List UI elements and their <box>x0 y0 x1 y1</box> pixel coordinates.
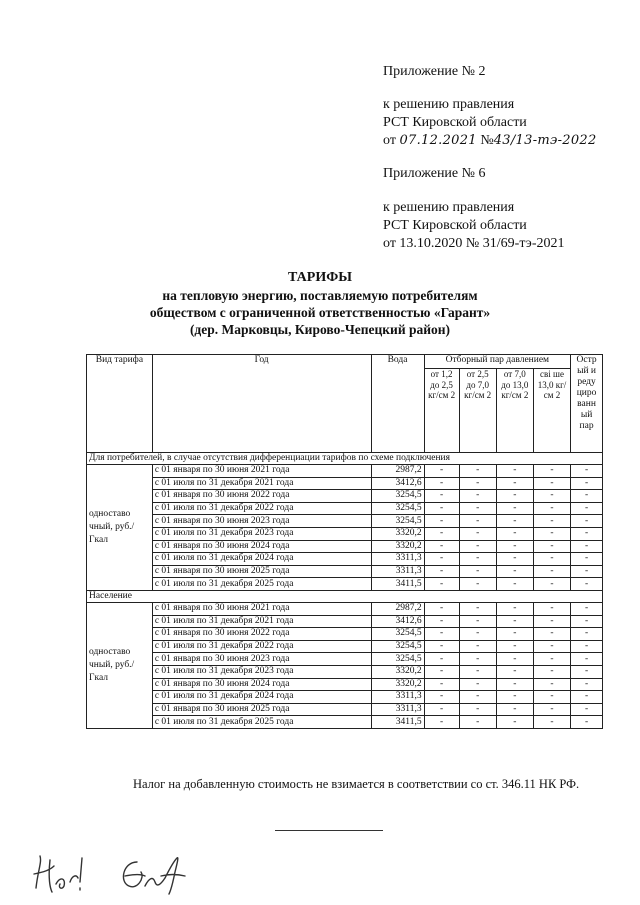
empty-tariff-cell: - <box>459 565 496 578</box>
empty-tariff-cell: - <box>496 515 533 528</box>
water-tariff-cell: 3320,2 <box>371 527 424 540</box>
table-row <box>87 653 603 666</box>
empty-tariff-cell: - <box>533 653 570 666</box>
document-title: ТАРИФЫ <box>288 270 352 285</box>
empty-tariff-cell: - <box>459 502 496 515</box>
empty-tariff-cell: - <box>571 578 603 591</box>
empty-tariff-cell: - <box>424 615 459 628</box>
empty-tariff-cell: - <box>424 465 459 478</box>
water-tariff-cell: 3411,5 <box>371 578 424 591</box>
title-line-3: (дер. Марковцы, Кирово-Чепецкий район) <box>189 322 451 337</box>
empty-tariff-cell: - <box>424 490 459 503</box>
handwritten-number: 43/13-тэ-2022 <box>493 133 597 148</box>
water-tariff-cell: 3320,2 <box>371 665 424 678</box>
water-tariff-cell: 3311,3 <box>371 553 424 566</box>
table-row <box>87 553 603 566</box>
empty-tariff-cell: - <box>424 653 459 666</box>
empty-tariff-cell: - <box>424 502 459 515</box>
table-row <box>87 703 603 716</box>
water-tariff-cell: 3254,5 <box>371 653 424 666</box>
org-label-2: РСТ Кировской области <box>383 218 527 233</box>
water-tariff-cell: 2987,2 <box>371 602 424 615</box>
empty-tariff-cell: - <box>424 602 459 615</box>
empty-tariff-cell: - <box>424 703 459 716</box>
period-cell: с 01 января по 30 июня 2024 года <box>152 540 371 553</box>
section-title: Население <box>87 590 603 602</box>
empty-tariff-cell: - <box>459 553 496 566</box>
empty-tariff-cell: - <box>496 578 533 591</box>
empty-tariff-cell: - <box>533 615 570 628</box>
period-cell: с 01 января по 30 июня 2023 года <box>152 653 371 666</box>
empty-tariff-cell: - <box>571 477 603 490</box>
period-cell: с 01 января по 30 июня 2022 года <box>152 490 371 503</box>
empty-tariff-cell: - <box>571 490 603 503</box>
empty-tariff-cell: - <box>424 477 459 490</box>
period-cell: с 01 июля по 31 декабря 2024 года <box>152 691 371 704</box>
decision-date-line <box>383 133 597 149</box>
title-line-2: обществом с ограниченной ответственностью «Гарант» <box>149 305 491 320</box>
period-cell: с 01 июля по 31 декабря 2023 года <box>152 665 371 678</box>
vat-note: Налог на добавленную стоимость не взимается в соответствии со ст. 346.11 НК РФ. <box>133 777 580 791</box>
empty-tariff-cell: - <box>424 640 459 653</box>
table-row <box>87 515 603 528</box>
empty-tariff-cell: - <box>533 640 570 653</box>
water-tariff-cell: 3254,5 <box>371 515 424 528</box>
empty-tariff-cell: - <box>459 703 496 716</box>
empty-tariff-cell: - <box>571 678 603 691</box>
period-cell: с 01 января по 30 июня 2025 года <box>152 703 371 716</box>
empty-tariff-cell: - <box>459 527 496 540</box>
empty-tariff-cell: - <box>533 602 570 615</box>
empty-tariff-cell: - <box>571 716 603 729</box>
empty-tariff-cell: - <box>459 615 496 628</box>
empty-tariff-cell: - <box>496 527 533 540</box>
table-row <box>87 540 603 553</box>
signature-left <box>30 848 120 898</box>
table-row <box>87 678 603 691</box>
empty-tariff-cell: - <box>424 527 459 540</box>
empty-tariff-cell: - <box>459 578 496 591</box>
empty-tariff-cell: - <box>459 465 496 478</box>
empty-tariff-cell: - <box>533 703 570 716</box>
empty-tariff-cell: - <box>533 477 570 490</box>
header-steam-2: от 2,5 до 7,0 кг/см 2 <box>459 369 496 453</box>
empty-tariff-cell: - <box>496 540 533 553</box>
empty-tariff-cell: - <box>571 615 603 628</box>
empty-tariff-cell: - <box>571 502 603 515</box>
empty-tariff-cell: - <box>533 691 570 704</box>
empty-tariff-cell: - <box>571 628 603 641</box>
empty-tariff-cell: - <box>496 640 533 653</box>
empty-tariff-cell: - <box>533 540 570 553</box>
empty-tariff-cell: - <box>496 477 533 490</box>
empty-tariff-cell: - <box>533 678 570 691</box>
header-sharp-steam: Остр ый и реду циро ванн ый пар <box>571 355 603 453</box>
empty-tariff-cell: - <box>571 602 603 615</box>
empty-tariff-cell: - <box>533 578 570 591</box>
divider <box>275 830 383 831</box>
period-cell: с 01 января по 30 июня 2021 года <box>152 602 371 615</box>
empty-tariff-cell: - <box>533 527 570 540</box>
table-row <box>87 578 603 591</box>
section-row <box>87 453 603 465</box>
empty-tariff-cell: - <box>571 527 603 540</box>
table-row <box>87 665 603 678</box>
header-year: Год <box>152 355 371 453</box>
water-tariff-cell: 3412,6 <box>371 615 424 628</box>
table-row <box>87 691 603 704</box>
empty-tariff-cell: - <box>533 465 570 478</box>
empty-tariff-cell: - <box>496 665 533 678</box>
empty-tariff-cell: - <box>459 653 496 666</box>
water-tariff-cell: 3311,3 <box>371 703 424 716</box>
empty-tariff-cell: - <box>533 553 570 566</box>
empty-tariff-cell: - <box>424 515 459 528</box>
period-cell: с 01 июля по 31 декабря 2024 года <box>152 553 371 566</box>
water-tariff-cell: 2987,2 <box>371 465 424 478</box>
period-cell: с 01 июля по 31 декабря 2021 года <box>152 477 371 490</box>
empty-tariff-cell: - <box>571 665 603 678</box>
header-steam-1: от 1,2 до 2,5 кг/см 2 <box>424 369 459 453</box>
decision-date-line-2: от 13.10.2020 № 31/69-тэ-2021 <box>383 236 565 251</box>
header-water: Вода <box>371 355 424 453</box>
water-tariff-cell: 3320,2 <box>371 678 424 691</box>
empty-tariff-cell: - <box>424 628 459 641</box>
empty-tariff-cell: - <box>533 716 570 729</box>
empty-tariff-cell: - <box>459 540 496 553</box>
water-tariff-cell: 3254,5 <box>371 640 424 653</box>
empty-tariff-cell: - <box>571 465 603 478</box>
table-row <box>87 565 603 578</box>
empty-tariff-cell: - <box>459 477 496 490</box>
section-title: Для потребителей, в случае отсутствия дифференциации тарифов по схеме подключения <box>87 453 603 465</box>
table-row <box>87 602 603 615</box>
signature-right <box>115 848 205 898</box>
empty-tariff-cell: - <box>533 515 570 528</box>
table-row <box>87 615 603 628</box>
table-row <box>87 527 603 540</box>
tariff-table <box>86 354 603 729</box>
empty-tariff-cell: - <box>496 716 533 729</box>
empty-tariff-cell: - <box>424 678 459 691</box>
empty-tariff-cell: - <box>571 515 603 528</box>
section-row <box>87 590 603 602</box>
water-tariff-cell: 3311,3 <box>371 691 424 704</box>
empty-tariff-cell: - <box>571 691 603 704</box>
empty-tariff-cell: - <box>459 716 496 729</box>
header-kind: Вид тарифа <box>87 355 153 453</box>
empty-tariff-cell: - <box>533 502 570 515</box>
table-row <box>87 490 603 503</box>
water-tariff-cell: 3411,5 <box>371 716 424 729</box>
period-cell: с 01 июля по 31 декабря 2022 года <box>152 640 371 653</box>
water-tariff-cell: 3254,5 <box>371 490 424 503</box>
empty-tariff-cell: - <box>424 578 459 591</box>
empty-tariff-cell: - <box>533 565 570 578</box>
period-cell: с 01 июля по 31 декабря 2022 года <box>152 502 371 515</box>
period-cell: с 01 января по 30 июня 2021 года <box>152 465 371 478</box>
title-line-1: на тепловую энергию, поставляемую потребителям <box>162 288 478 303</box>
empty-tariff-cell: - <box>496 653 533 666</box>
empty-tariff-cell: - <box>496 502 533 515</box>
table-row <box>87 477 603 490</box>
water-tariff-cell: 3320,2 <box>371 540 424 553</box>
header-steam-3: от 7,0 до 13,0 кг/см 2 <box>496 369 533 453</box>
table-row <box>87 465 603 478</box>
period-cell: с 01 июля по 31 декабря 2025 года <box>152 578 371 591</box>
period-cell: с 01 января по 30 июня 2022 года <box>152 628 371 641</box>
empty-tariff-cell: - <box>459 691 496 704</box>
empty-tariff-cell: - <box>424 553 459 566</box>
empty-tariff-cell: - <box>496 678 533 691</box>
table-row <box>87 640 603 653</box>
empty-tariff-cell: - <box>533 665 570 678</box>
empty-tariff-cell: - <box>496 565 533 578</box>
empty-tariff-cell: - <box>424 540 459 553</box>
org-label: РСТ Кировской области <box>383 115 527 130</box>
table-row <box>87 716 603 729</box>
empty-tariff-cell: - <box>459 602 496 615</box>
period-cell: с 01 июля по 31 декабря 2023 года <box>152 527 371 540</box>
empty-tariff-cell: - <box>459 665 496 678</box>
water-tariff-cell: 3412,6 <box>371 477 424 490</box>
empty-tariff-cell: - <box>424 565 459 578</box>
period-cell: с 01 июля по 31 декабря 2025 года <box>152 716 371 729</box>
water-tariff-cell: 3254,5 <box>371 502 424 515</box>
empty-tariff-cell: - <box>571 553 603 566</box>
empty-tariff-cell: - <box>459 515 496 528</box>
tariff-kind-cell: одноставо чный, руб./Гкал <box>87 465 153 591</box>
appendix-2-label: Приложение № 2 <box>383 64 486 79</box>
empty-tariff-cell: - <box>496 465 533 478</box>
period-cell: с 01 января по 30 июня 2025 года <box>152 565 371 578</box>
empty-tariff-cell: - <box>496 553 533 566</box>
period-cell: с 01 января по 30 июня 2024 года <box>152 678 371 691</box>
empty-tariff-cell: - <box>459 640 496 653</box>
empty-tariff-cell: - <box>496 490 533 503</box>
empty-tariff-cell: - <box>533 490 570 503</box>
number-prefix: № <box>480 133 494 148</box>
empty-tariff-cell: - <box>533 628 570 641</box>
tariff-kind-cell: одноставо чный, руб./Гкал <box>87 602 153 728</box>
table-row <box>87 502 603 515</box>
water-tariff-cell: 3254,5 <box>371 628 424 641</box>
empty-tariff-cell: - <box>571 703 603 716</box>
from-prefix: от <box>383 133 396 148</box>
handwritten-date: 07.12.2021 <box>399 133 477 148</box>
empty-tariff-cell: - <box>496 615 533 628</box>
empty-tariff-cell: - <box>496 602 533 615</box>
to-decision-label: к решению правления <box>383 97 515 112</box>
appendix-6-label: Приложение № 6 <box>383 166 486 181</box>
period-cell: с 01 июля по 31 декабря 2021 года <box>152 615 371 628</box>
empty-tariff-cell: - <box>571 540 603 553</box>
water-tariff-cell: 3311,3 <box>371 565 424 578</box>
empty-tariff-cell: - <box>496 628 533 641</box>
header-steam: Отборный пар давлением <box>424 355 571 369</box>
empty-tariff-cell: - <box>424 665 459 678</box>
empty-tariff-cell: - <box>424 691 459 704</box>
header-steam-4: сві ше 13,0 кг/см 2 <box>533 369 570 453</box>
empty-tariff-cell: - <box>571 653 603 666</box>
empty-tariff-cell: - <box>571 640 603 653</box>
empty-tariff-cell: - <box>496 703 533 716</box>
empty-tariff-cell: - <box>571 565 603 578</box>
empty-tariff-cell: - <box>459 678 496 691</box>
empty-tariff-cell: - <box>424 716 459 729</box>
period-cell: с 01 января по 30 июня 2023 года <box>152 515 371 528</box>
to-decision-label-2: к решению правления <box>383 200 515 215</box>
empty-tariff-cell: - <box>459 490 496 503</box>
table-row <box>87 628 603 641</box>
empty-tariff-cell: - <box>459 628 496 641</box>
empty-tariff-cell: - <box>496 691 533 704</box>
